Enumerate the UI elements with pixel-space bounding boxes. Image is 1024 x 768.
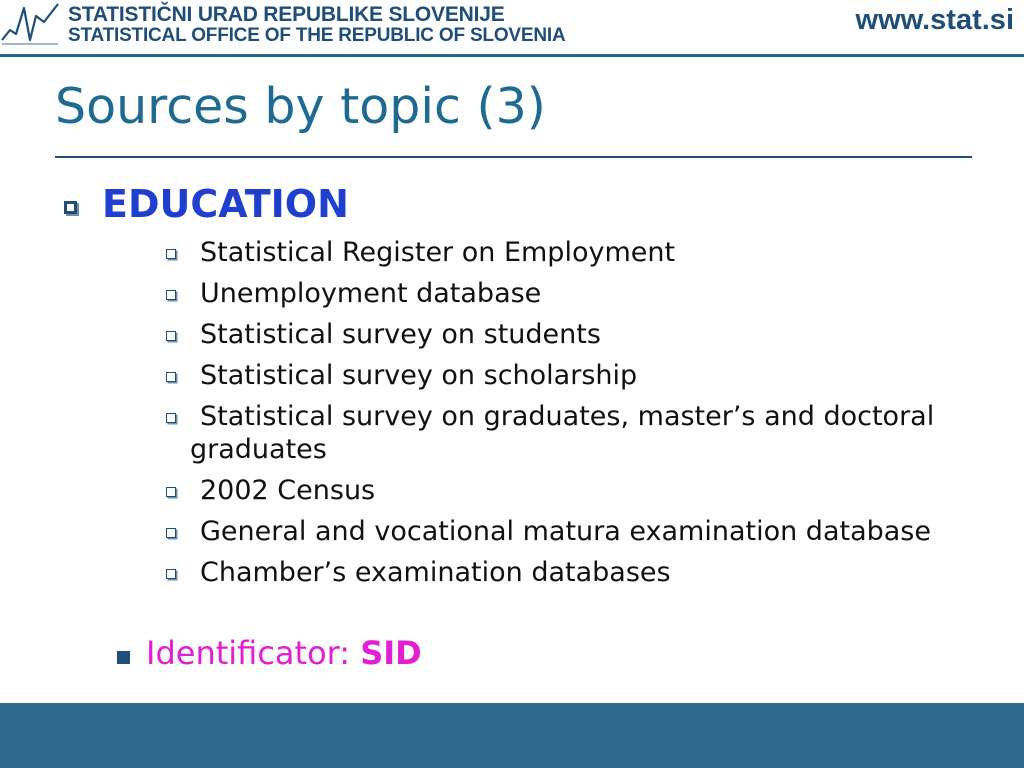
source-list-item [166, 556, 966, 589]
filled-square-bullet-icon [117, 651, 130, 664]
source-label: Chamber’s examination databases [200, 557, 671, 588]
hollow-square-bullet-icon [166, 331, 176, 341]
identificator-row [146, 636, 422, 671]
website-link[interactable]: www.stat.si [855, 4, 1014, 36]
identificator-label: Identificator: [146, 634, 351, 672]
source-list-item [166, 400, 966, 466]
organization-name-slovene: STATISTIČNI URAD REPUBLIKE SLOVENIJE [68, 3, 505, 26]
source-list-item [166, 236, 966, 269]
source-label: General and vocational matura examination database [200, 516, 931, 547]
topic-heading: EDUCATION [102, 182, 349, 226]
source-list-item [166, 474, 966, 507]
hollow-square-bullet-icon [166, 569, 176, 579]
source-list-item [166, 277, 966, 310]
hollow-square-bullet-icon [166, 487, 176, 497]
source-label: Unemployment database [200, 278, 542, 309]
hollow-square-bullet-icon [166, 528, 176, 538]
header-divider [0, 54, 1024, 57]
source-label: Statistical Register on Employment [200, 237, 676, 268]
statistics-graph-logo-icon [0, 0, 60, 48]
organization-name-english: STATISTICAL OFFICE OF THE REPUBLIC OF SLOVENIA [68, 25, 566, 46]
hollow-square-bullet-icon [64, 201, 77, 214]
hollow-square-bullet-icon [166, 290, 176, 300]
hollow-square-bullet-icon [166, 413, 176, 423]
source-label: Statistical survey on students [200, 319, 601, 350]
slide-title: Sources by topic (3) [55, 78, 546, 135]
source-label: Statistical survey on scholarship [200, 360, 638, 391]
hollow-square-bullet-icon [166, 372, 176, 382]
source-list-item [166, 359, 966, 392]
source-label: Statistical survey on graduates, master’s and doctoral graduates [190, 401, 935, 465]
title-underline [55, 156, 972, 158]
source-list-item [166, 515, 966, 548]
hollow-square-bullet-icon [166, 249, 176, 259]
source-list [166, 236, 966, 597]
footer-band [0, 703, 1024, 768]
source-label: 2002 Census [200, 475, 376, 506]
source-list-item [166, 318, 966, 351]
identificator-value: SID [360, 634, 422, 672]
organization-name [68, 4, 565, 46]
